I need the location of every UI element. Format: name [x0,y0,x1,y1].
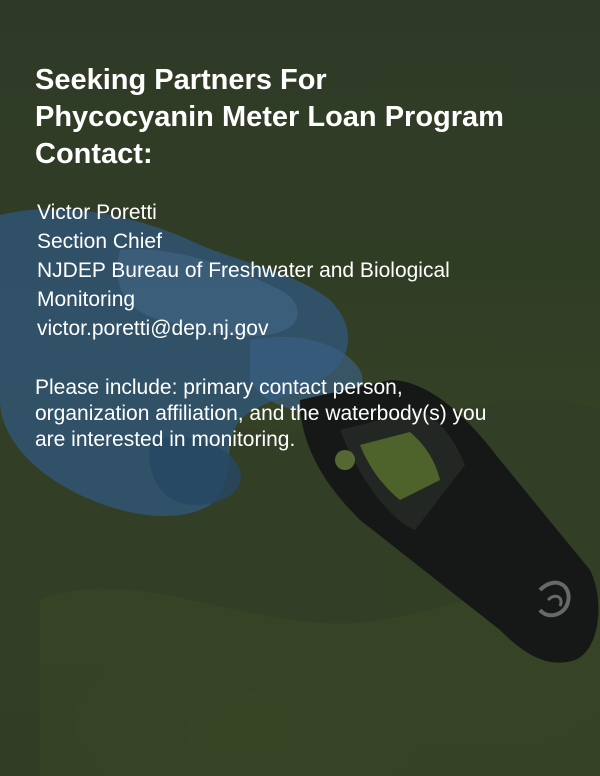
contact-organization-line-2: Monitoring [37,288,136,311]
title-line-2: Phycocyanin Meter Loan Program [35,101,504,133]
note-line-2: organization affiliation, and the waterbody(s) you [35,402,487,425]
instructions-note [35,375,575,453]
title-line-1: Seeking Partners For [35,64,327,96]
contact-role: Section Chief [37,230,162,253]
contact-block [37,198,557,343]
note-line-1: Please include: primary contact person, [35,376,403,399]
note-line-3: are interested in monitoring. [35,428,296,451]
contact-email: victor.poretti@dep.nj.gov [37,317,269,340]
page-title [35,62,575,173]
contact-organization-line-1: NJDEP Bureau of Freshwater and Biological [37,259,450,282]
contact-name: Victor Poretti [37,201,157,224]
title-line-3: Contact: [35,138,153,170]
